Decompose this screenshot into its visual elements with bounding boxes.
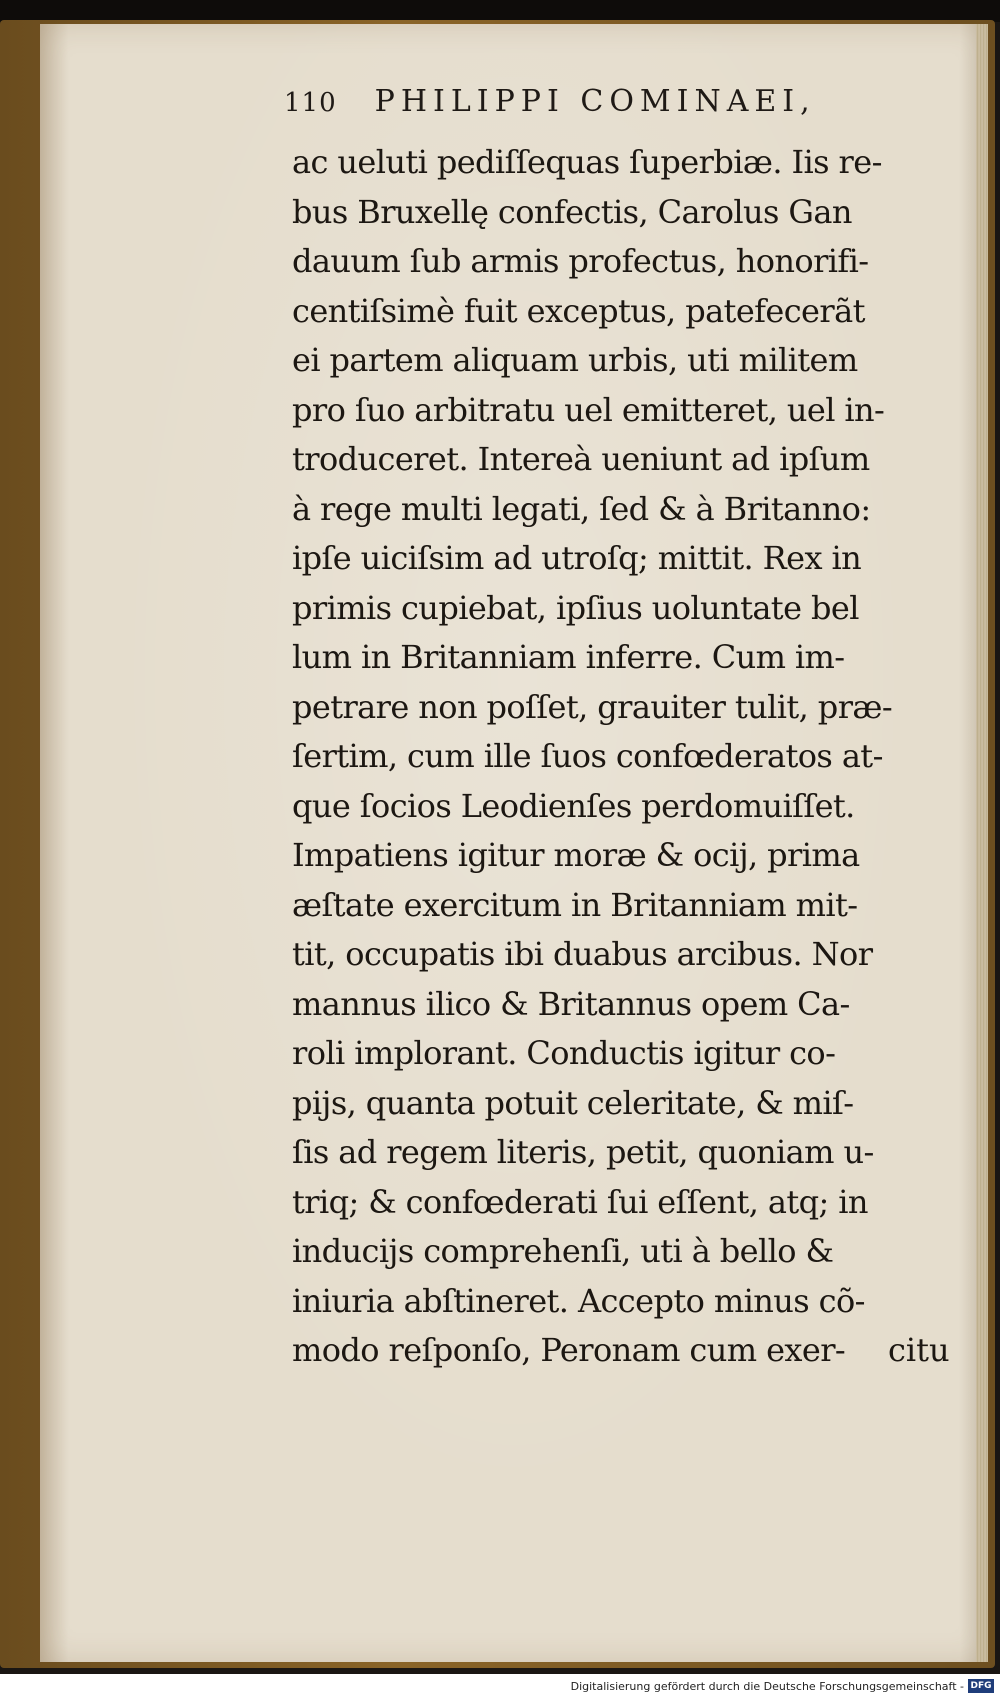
text-line: pijs, quanta potuit celeritate, & miſ-	[292, 1083, 854, 1122]
text-line: modo reſponſo, Peronam cum exer-	[292, 1331, 846, 1369]
text-line: iniuria abſtineret. Accepto minus cõ-	[292, 1281, 865, 1320]
text-line: roli implorant. Conductis igitur co-	[292, 1034, 836, 1072]
text-line: pro ſuo arbitratu uel emitteret, uel in-	[292, 390, 885, 429]
text-line: Impatiens igitur moræ & ocij, prima	[292, 836, 860, 874]
text-line: tit, occupatis ibi duabus arcibus. Nor	[292, 935, 873, 973]
text-line: ſis ad regem literis, petit, quoniam u-	[292, 1133, 874, 1171]
funding-credit: Digitalisierung gefördert durch die Deutsche Forschungsgemeinschaft -	[570, 1680, 964, 1693]
text-line: centiſsimè fuit exceptus, patefecerãt	[292, 291, 865, 330]
text-line: dauum ſub armis profectus, honorifi-	[292, 242, 869, 280]
text-block	[292, 138, 932, 1376]
text-line: inducijs comprehenſi, uti à bello &	[292, 1232, 834, 1270]
text-line: à rege multi legati, ſed & à Britanno:	[292, 489, 871, 528]
text-line: mannus ilico & Britannus opem Ca-	[292, 984, 850, 1023]
text-line: petrare non poſſet, grauiter tulit, præ-	[292, 687, 893, 726]
text-line: triq; & confœderati ſui eſſent, atq; in	[292, 1182, 868, 1221]
text-line: æſtate exercitum in Britanniam mit-	[292, 885, 858, 924]
text-line: bus Bruxellę confectis, Carolus Gan	[292, 192, 852, 231]
dfg-logo-icon: DFG	[968, 1679, 994, 1693]
running-head	[284, 84, 924, 120]
text-line: troduceret. Intereà ueniunt ad ipſum	[292, 440, 870, 478]
text-line: ac ueluti pediſſequas ſuperbiæ. Iis re-	[292, 143, 882, 181]
text-line: lum in Britanniam inferre. Cum im-	[292, 638, 845, 676]
running-head-title: PHILIPPI COMINAEI,	[374, 84, 816, 119]
text-line: que ſocios Leodienſes perdomuiſſet.	[292, 786, 855, 825]
text-line: ei partem aliquam urbis, uti militem	[292, 341, 858, 379]
catchword: citu	[888, 1331, 950, 1369]
scan-top-edge	[0, 0, 1000, 22]
text-line: ſertim, cum ille ſuos confœderatos at-	[292, 737, 883, 775]
text-line: primis cupiebat, ipſius uoluntate bel	[292, 588, 859, 627]
page-number: 110	[284, 88, 337, 118]
page-edges	[976, 24, 988, 1662]
text-line: ipſe uiciſsim ad utroſq; mittit. Rex in	[292, 539, 862, 577]
